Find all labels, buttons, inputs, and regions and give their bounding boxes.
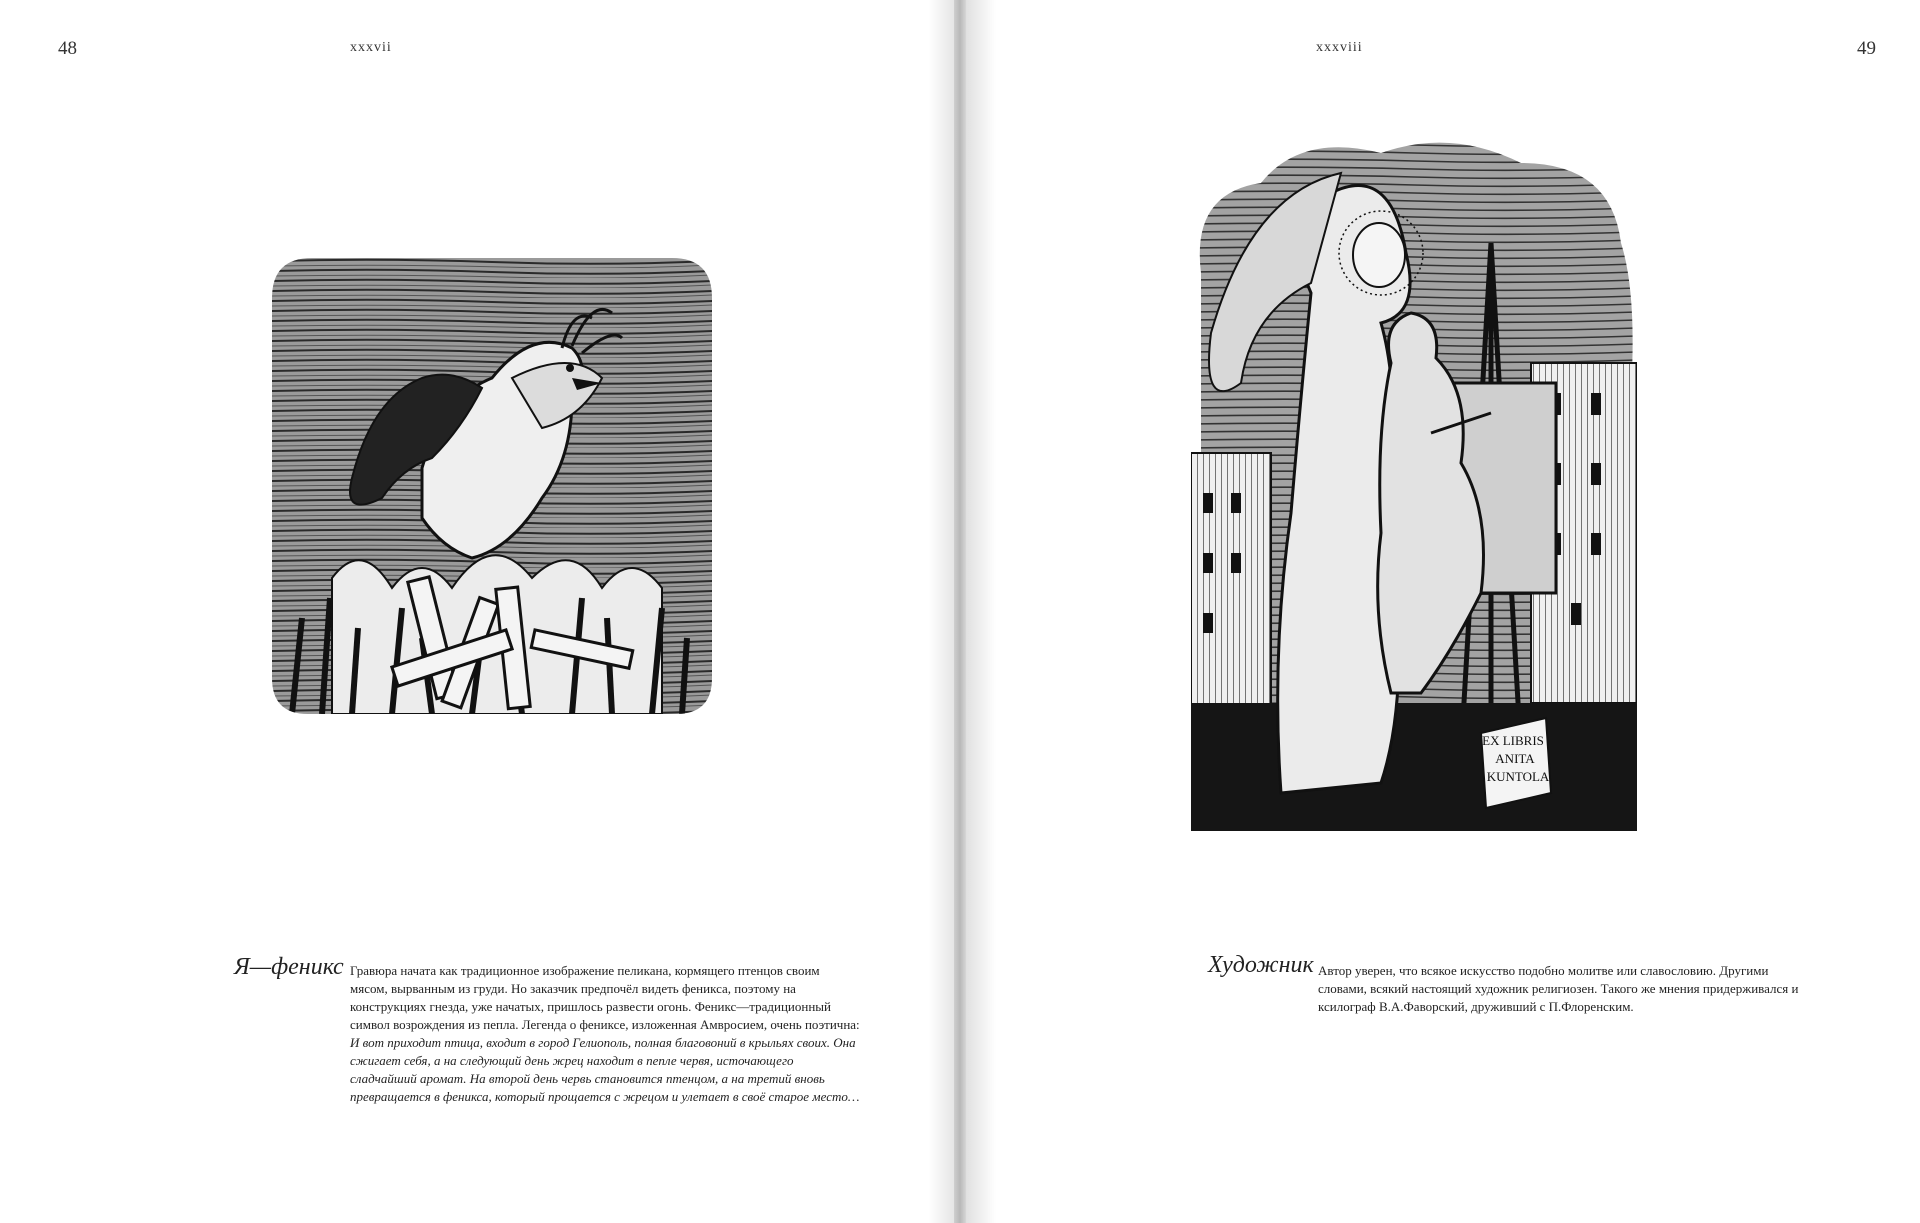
phoenix-engraving-icon — [272, 258, 712, 714]
caption-body — [350, 962, 860, 1106]
exlibris-line-3: KUNTOLA — [1486, 769, 1550, 784]
artist-engraving-icon — [1191, 133, 1637, 831]
gutter-shadow — [928, 0, 954, 1223]
caption-quote: И вот приходит птица, входит в город Гелиополь, полная благовоний в крыльях своих. Она сжигает себя, а на следующий день жрец находит в пепле червя, источающего сладчайший аромат. На второй день червь становится птенцом, а на третий вновь превращается в феникса, который прощается с жрецом и улетает в своё старое место… — [350, 1035, 860, 1104]
exlibris-line-1: EX LIBRIS — [1482, 733, 1544, 748]
right-page — [966, 0, 1920, 1223]
left-page — [0, 0, 954, 1223]
page-number: 48 — [58, 38, 77, 59]
page-number: 49 — [1857, 38, 1876, 59]
caption-text: Автор уверен, что всякое искусство подобно молитве или славословию. Другими словами, всякий настоящий художник религиозен. Такого же мнения придерживался и ксилограф В.А.Фаворский, друживший с П.Флоренским. — [1318, 963, 1799, 1014]
gutter-shadow — [966, 0, 996, 1223]
caption-title: Я—феникс — [234, 954, 344, 980]
chapter-numeral: xxxvii — [350, 40, 392, 55]
book-gutter — [954, 0, 966, 1223]
caption-text: Гравюра начата как традиционное изображение пеликана, кормящего птенцов своим мясом, вырванным из груди. Но заказчик предпочёл видеть феникса, поэтому на конструкциях гнезда, уже начатых, пришлось развести огонь. Феникс—традиционный символ возрождения из пепла. Легенда о фениксе, изложенная Амвросием, очень поэтична: — [350, 963, 860, 1032]
caption-title: Художник — [1208, 952, 1314, 978]
chapter-numeral: xxxviii — [1316, 40, 1363, 55]
caption-body — [1318, 962, 1800, 1016]
exlibris-line-2: ANITA — [1495, 751, 1535, 766]
